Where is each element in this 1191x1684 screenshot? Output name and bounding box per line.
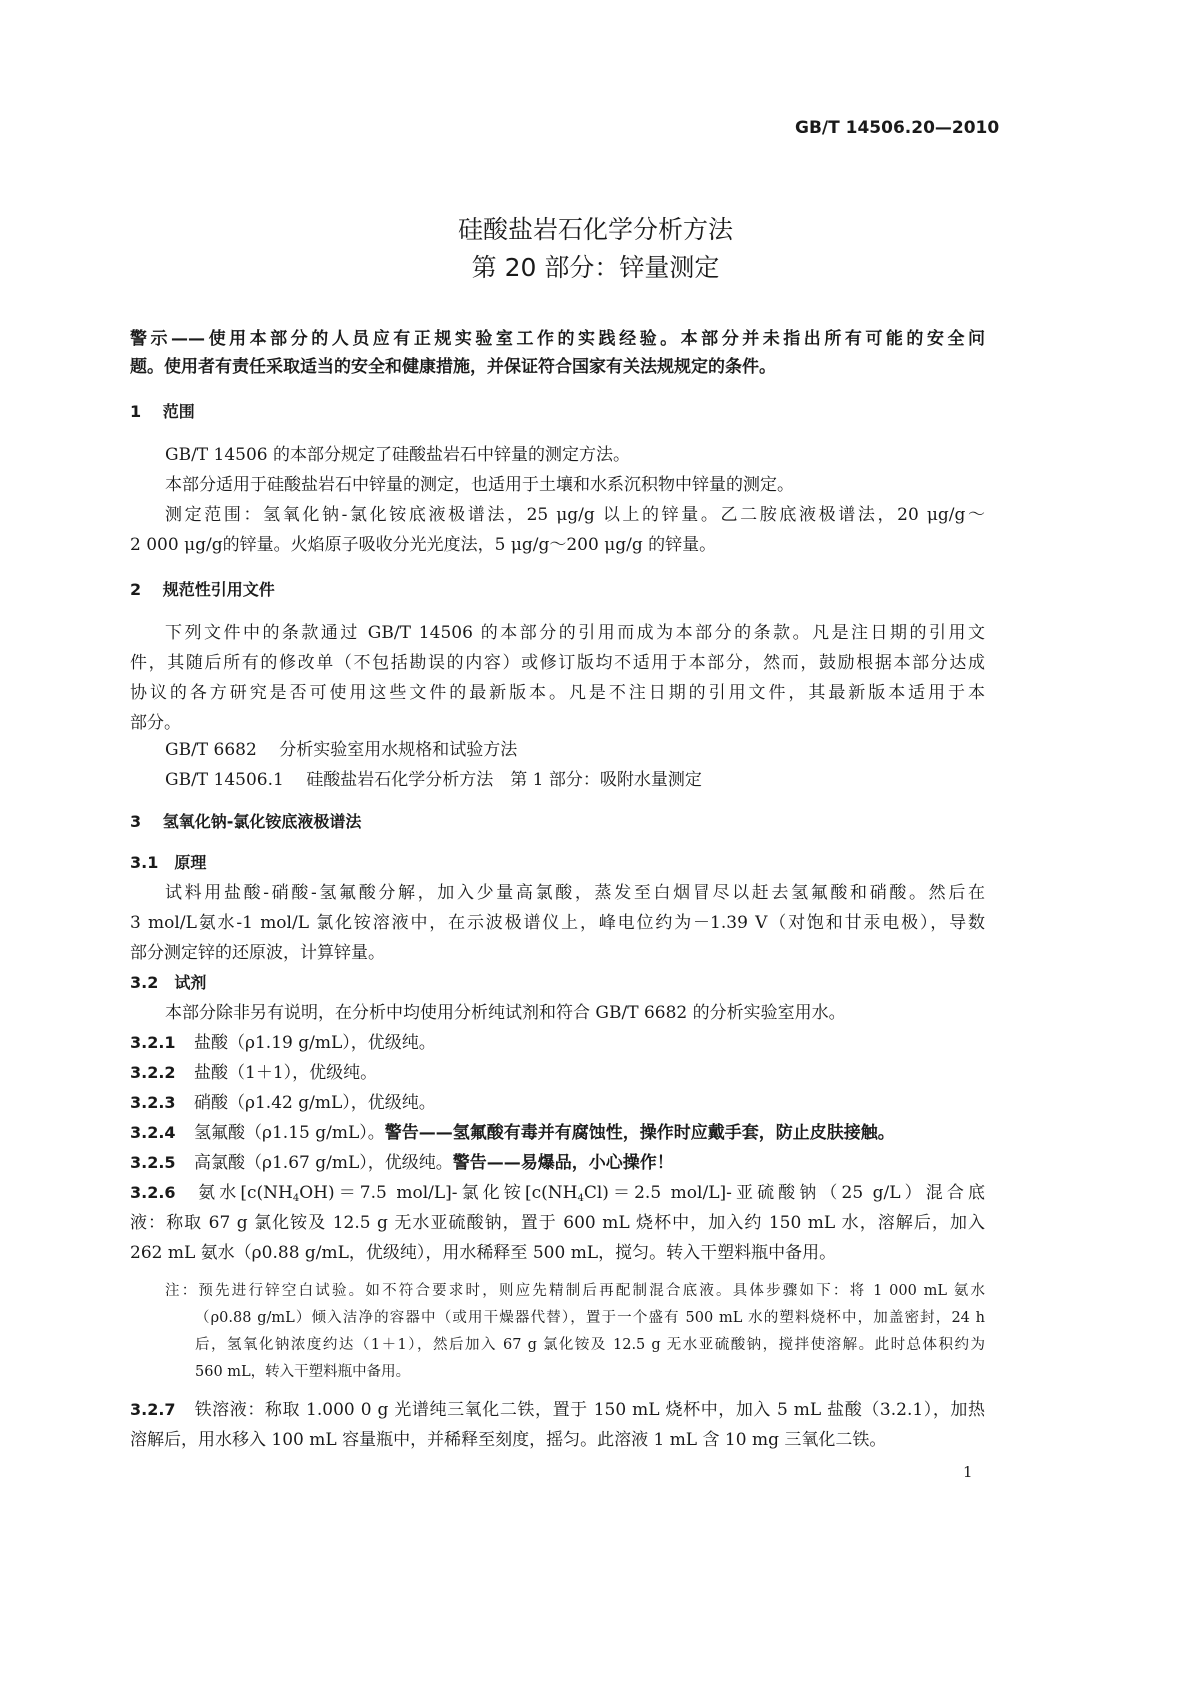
paragraph-line: 部分测定锌的还原波，计算锌量。 bbox=[130, 943, 385, 963]
item-text: 盐酸（1＋1），优级纯。 bbox=[194, 1063, 378, 1083]
paragraph-line: 溶解后，用水移入 100 mL 容量瓶中，并稀释至刻度，摇匀。此溶液 1 mL 含 10 mg 三氧化二铁。 bbox=[130, 1430, 887, 1450]
paragraph-line: 3 mol/L氨水-1 mol/L 氯化铵溶液中，在示波极谱仪上，峰电位约为－1.39 V（对饱和甘汞电极），导数 bbox=[130, 913, 985, 933]
section-title: 规范性引用文件 bbox=[162, 580, 275, 599]
paragraph-line: 试料用盐酸-硝酸-氢氟酸分解，加入少量高氯酸，蒸发至白烟冒尽以赶去氢氟酸和硝酸。然后在 bbox=[165, 883, 985, 903]
paragraph-line: 协议的各方研究是否可使用这些文件的最新版本。凡是不注日期的引用文件，其最新版本适用于本 bbox=[130, 683, 985, 703]
note-line: 注：预先进行锌空白试验。如不符合要求时，则应先精制后再配制混合底液。具体步骤如下：将 1 000 mL 氨水 bbox=[165, 1283, 985, 1299]
note-line: （ρ0.88 g/mL）倾入洁净的容器中（或用干燥器代替），置于一个盛有 500 mL 水的塑料烧杯中，加盖密封，24 h bbox=[195, 1310, 985, 1326]
item-number: 3.2.3 bbox=[130, 1093, 176, 1112]
paragraph-line: 件，其随后所有的修改单（不包括勘误的内容）或修订版均不适用于本部分，然而，鼓励根据本部分达成 bbox=[130, 653, 985, 673]
reference-title: 硅酸盐岩石化学分析方法 第 1 部分：吸附水量测定 bbox=[306, 770, 702, 790]
reagent-item bbox=[130, 1398, 985, 1422]
section-title: 范围 bbox=[162, 402, 195, 421]
section-number: 2 bbox=[130, 580, 142, 599]
paragraph-line: 测定范围：氢氧化钠-氯化铵底液极谱法，25 μg/g 以上的锌量。乙二胺底液极谱法，20 μg/g～ bbox=[165, 505, 985, 525]
reagent-item bbox=[130, 1031, 436, 1055]
reagent-item bbox=[130, 1061, 377, 1085]
section-title: 氢氧化钠-氯化铵底液极谱法 bbox=[162, 812, 362, 831]
normative-reference bbox=[165, 738, 517, 762]
item-text: 盐酸（ρ1.19 g/mL），优级纯。 bbox=[194, 1033, 436, 1053]
section-title: 试剂 bbox=[174, 973, 207, 992]
page-number: 1 bbox=[963, 1463, 973, 1481]
item-text: 高氯酸（ρ1.67 g/mL），优级纯。 bbox=[194, 1153, 453, 1173]
document-subtitle: 第 20 部分：锌量测定 bbox=[471, 253, 720, 282]
section-number: 3.2 bbox=[130, 973, 159, 992]
reagent-item bbox=[130, 1121, 895, 1145]
warning-line: 警示——使用本部分的人员应有正规实验室工作的实践经验。本部分并未指出所有可能的安全问 bbox=[130, 329, 985, 349]
section-number: 1 bbox=[130, 402, 142, 421]
item-text: 氨水[c(NH bbox=[194, 1183, 293, 1203]
item-text: 硝酸（ρ1.42 g/mL），优级纯。 bbox=[194, 1093, 436, 1113]
note-line: 后，氢氧化钠浓度约达（1＋1），然后加入 67 g 氯化铵及 12.5 g 无水亚硫酸钠，搅拌使溶解。此时总体积约为 bbox=[195, 1337, 985, 1353]
item-text: OH)＝7.5 mol/L]-氯化铵[c(NH bbox=[299, 1183, 578, 1203]
paragraph-line: 262 mL 氨水（ρ0.88 g/mL，优级纯），用水稀释至 500 mL，搅匀。转入干塑料瓶中备用。 bbox=[130, 1243, 837, 1263]
paragraph-line: GB/T 14506 的本部分规定了硅酸盐岩石中锌量的测定方法。 bbox=[165, 445, 631, 465]
section-3-heading bbox=[130, 810, 361, 834]
reagent-item bbox=[130, 1091, 436, 1115]
safety-warning: 警告——易爆品，小心操作！ bbox=[452, 1153, 674, 1173]
paragraph-line: 液：称取 67 g 氯化铵及 12.5 g 无水亚硫酸钠，置于 600 mL 烧杯中，加入约 150 mL 水，溶解后，加入 bbox=[130, 1213, 985, 1233]
reference-title: 分析实验室用水规格和试验方法 bbox=[279, 740, 518, 760]
subsection-3-1-heading bbox=[130, 851, 206, 875]
document-title: 硅酸盐岩石化学分析方法 bbox=[457, 215, 733, 244]
item-number: 3.2.5 bbox=[130, 1153, 176, 1172]
paragraph-line: 本部分除非另有说明，在分析中均使用分析纯试剂和符合 GB/T 6682 的分析实验室用水。 bbox=[165, 1003, 846, 1023]
standard-number: GB/T 14506.20—2010 bbox=[795, 118, 1000, 138]
paragraph-line: 部分。 bbox=[130, 713, 181, 733]
item-number: 3.2.1 bbox=[130, 1033, 176, 1052]
item-number: 3.2.7 bbox=[130, 1400, 176, 1419]
section-2-heading bbox=[130, 578, 275, 602]
item-text: Cl)＝2.5 mol/L]-亚硫酸钠（25 g/L）混合底 bbox=[583, 1183, 985, 1203]
item-text: 氢氟酸（ρ1.15 g/mL）。 bbox=[194, 1123, 385, 1143]
reagent-item bbox=[130, 1151, 674, 1175]
item-number: 3.2.2 bbox=[130, 1063, 176, 1082]
section-title: 原理 bbox=[174, 853, 207, 872]
paragraph-line: 下列文件中的条款通过 GB/T 14506 的本部分的引用而成为本部分的条款。凡是注日期的引用文 bbox=[165, 623, 985, 643]
section-number: 3 bbox=[130, 812, 142, 831]
item-text: 铁溶液：称取 1.000 0 g 光谱纯三氧化二铁，置于 150 mL 烧杯中，加入 5 mL 盐酸（3.2.1），加热 bbox=[194, 1400, 985, 1420]
normative-reference bbox=[165, 768, 702, 792]
subsection-3-2-heading bbox=[130, 971, 206, 995]
paragraph-line: 2 000 μg/g的锌量。火焰原子吸收分光光度法，5 μg/g～200 μg/g 的锌量。 bbox=[130, 535, 717, 555]
reference-code: GB/T 6682 bbox=[165, 740, 257, 760]
safety-warning: 警告——氢氟酸有毒并有腐蚀性，操作时应戴手套，防止皮肤接触。 bbox=[384, 1123, 895, 1143]
item-number: 3.2.6 bbox=[130, 1183, 176, 1202]
paragraph-line: 本部分适用于硅酸盐岩石中锌量的测定，也适用于土壤和水系沉积物中锌量的测定。 bbox=[165, 475, 794, 495]
subscript: 4 bbox=[577, 1193, 584, 1204]
warning-line: 题。使用者有责任采取适当的安全和健康措施，并保证符合国家有关法规规定的条件。 bbox=[130, 357, 776, 377]
section-number: 3.1 bbox=[130, 853, 159, 872]
section-1-heading bbox=[130, 400, 195, 424]
subscript: 4 bbox=[292, 1193, 300, 1204]
note-line: 560 mL，转入干塑料瓶中备用。 bbox=[195, 1364, 411, 1380]
item-number: 3.2.4 bbox=[130, 1123, 176, 1142]
reagent-item bbox=[130, 1181, 985, 1211]
reference-code: GB/T 14506.1 bbox=[165, 770, 284, 790]
